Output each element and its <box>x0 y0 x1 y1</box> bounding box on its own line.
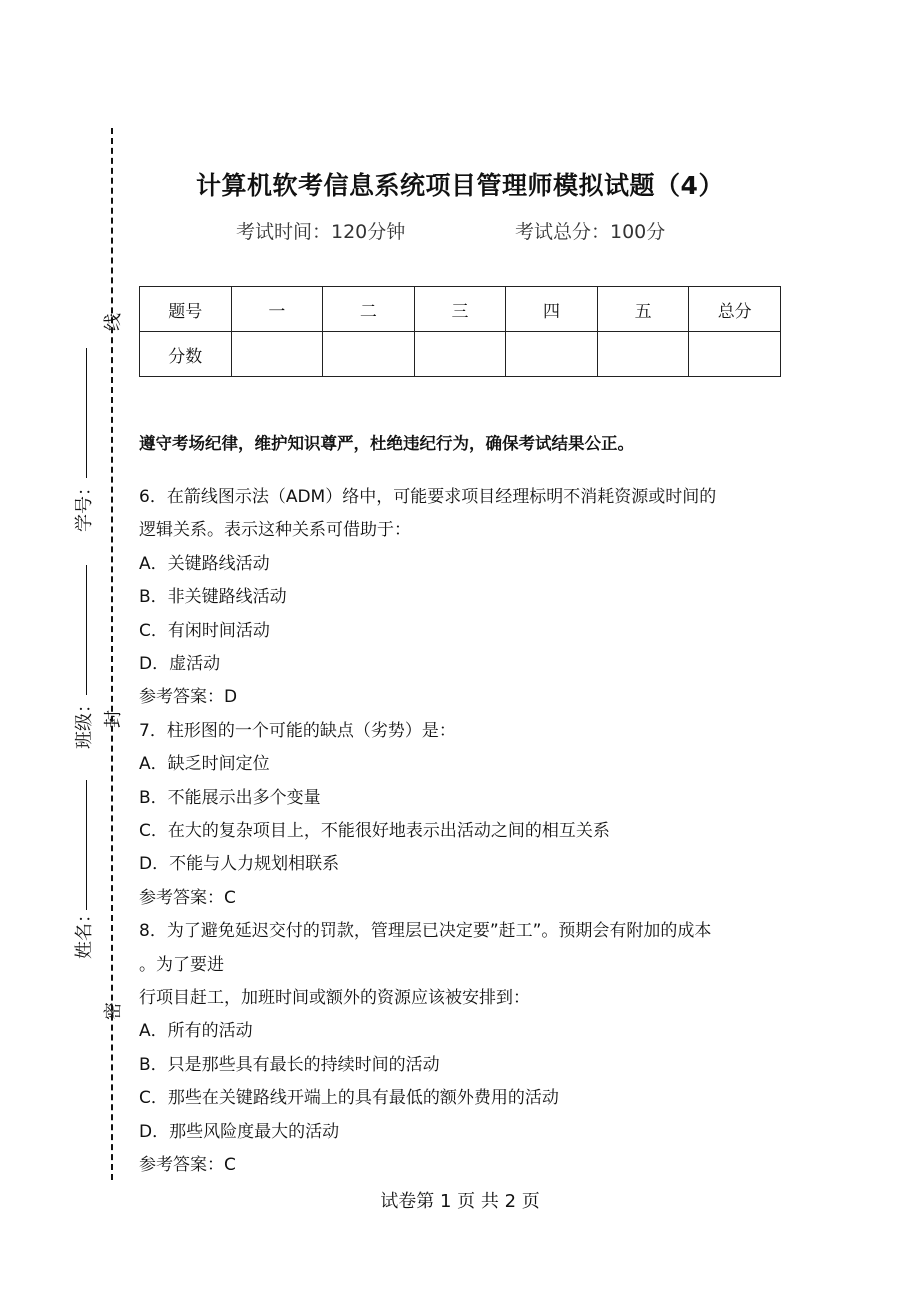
name-field <box>68 780 102 980</box>
q7-answer: 参考答案：C <box>139 888 236 908</box>
q7-option-b: B．不能展示出多个变量 <box>139 788 321 808</box>
score-cell-1[interactable] <box>231 332 323 377</box>
student-id-rule <box>86 348 87 478</box>
score-cell-3[interactable] <box>414 332 506 377</box>
score-cell-2[interactable] <box>323 332 415 377</box>
q6-stem-line1: 6．在箭线图示法（ADM）络中，可能要求项目经理标明不消耗资源或时间的 <box>139 487 717 507</box>
q8-option-d: D．那些风险度最大的活动 <box>139 1122 340 1142</box>
seal-char-seal: 封 <box>103 710 124 728</box>
score-table-score-row <box>140 332 781 377</box>
q7-option-a: A．缺乏时间定位 <box>139 754 270 774</box>
name-rule <box>86 780 87 910</box>
q6-option-a: A．关键路线活动 <box>139 554 270 574</box>
header-cell-total: 总分 <box>689 287 781 332</box>
score-row-label: 分数 <box>140 332 232 377</box>
header-cell-3: 三 <box>414 287 506 332</box>
binding-dashed-line <box>111 128 113 1180</box>
seal-char-line: 线 <box>103 313 124 331</box>
q8-stem-line3: 行项目赶工，加班时间或额外的资源应该被安排到： <box>139 988 530 1008</box>
score-cell-5[interactable] <box>597 332 689 377</box>
q6-option-c: C．有闲时间活动 <box>139 621 270 641</box>
header-cell-5: 五 <box>597 287 689 332</box>
q6-option-d: D．虚活动 <box>139 654 221 674</box>
header-cell-4: 四 <box>506 287 598 332</box>
exam-time: 考试时间：120分钟 <box>236 221 406 243</box>
header-cell-1: 一 <box>231 287 323 332</box>
q8-stem-line2: 。为了要进 <box>139 955 224 975</box>
q7-stem: 7．柱形图的一个可能的缺点（劣势）是： <box>139 721 456 741</box>
seal-char-close: 密 <box>103 1002 124 1020</box>
class-field <box>68 565 102 765</box>
name-label: 姓名： <box>74 905 95 959</box>
score-cell-total[interactable] <box>689 332 781 377</box>
q8-answer: 参考答案：C <box>139 1155 236 1175</box>
q6-answer: 参考答案：D <box>139 687 238 707</box>
q6-option-b: B．非关键路线活动 <box>139 587 287 607</box>
q7-option-c: C．在大的复杂项目上，不能很好地表示出活动之间的相互关系 <box>139 821 610 841</box>
class-label: 班级： <box>74 695 95 749</box>
exam-total-score: 考试总分：100分 <box>515 221 666 243</box>
student-id-label: 学号： <box>74 478 95 532</box>
exam-notice: 遵守考场纪律，维护知识尊严，杜绝违纪行为，确保考试结果公正。 <box>139 434 634 453</box>
q6-stem-line2: 逻辑关系。表示这种关系可借助于： <box>139 520 411 540</box>
q8-stem-line1: 8．为了避免延迟交付的罚款，管理层已决定要”赶工”。预期会有附加的成本 <box>139 921 712 941</box>
score-table <box>139 286 781 377</box>
q7-option-d: D．不能与人力规划相联系 <box>139 854 340 874</box>
class-rule <box>86 565 87 695</box>
q8-option-a: A．所有的活动 <box>139 1021 253 1041</box>
score-table-header-row <box>140 287 781 332</box>
page-footer: 试卷第 1 页 共 2 页 <box>380 1191 540 1212</box>
q8-option-b: B．只是那些具有最长的持续时间的活动 <box>139 1055 440 1075</box>
exam-title: 计算机软考信息系统项目管理师模拟试题（4） <box>196 171 724 200</box>
student-id-field <box>68 348 102 548</box>
header-cell-2: 二 <box>323 287 415 332</box>
q8-option-c: C．那些在关键路线开端上的具有最低的额外费用的活动 <box>139 1088 559 1108</box>
header-cell-number: 题号 <box>140 287 232 332</box>
score-cell-4[interactable] <box>506 332 598 377</box>
